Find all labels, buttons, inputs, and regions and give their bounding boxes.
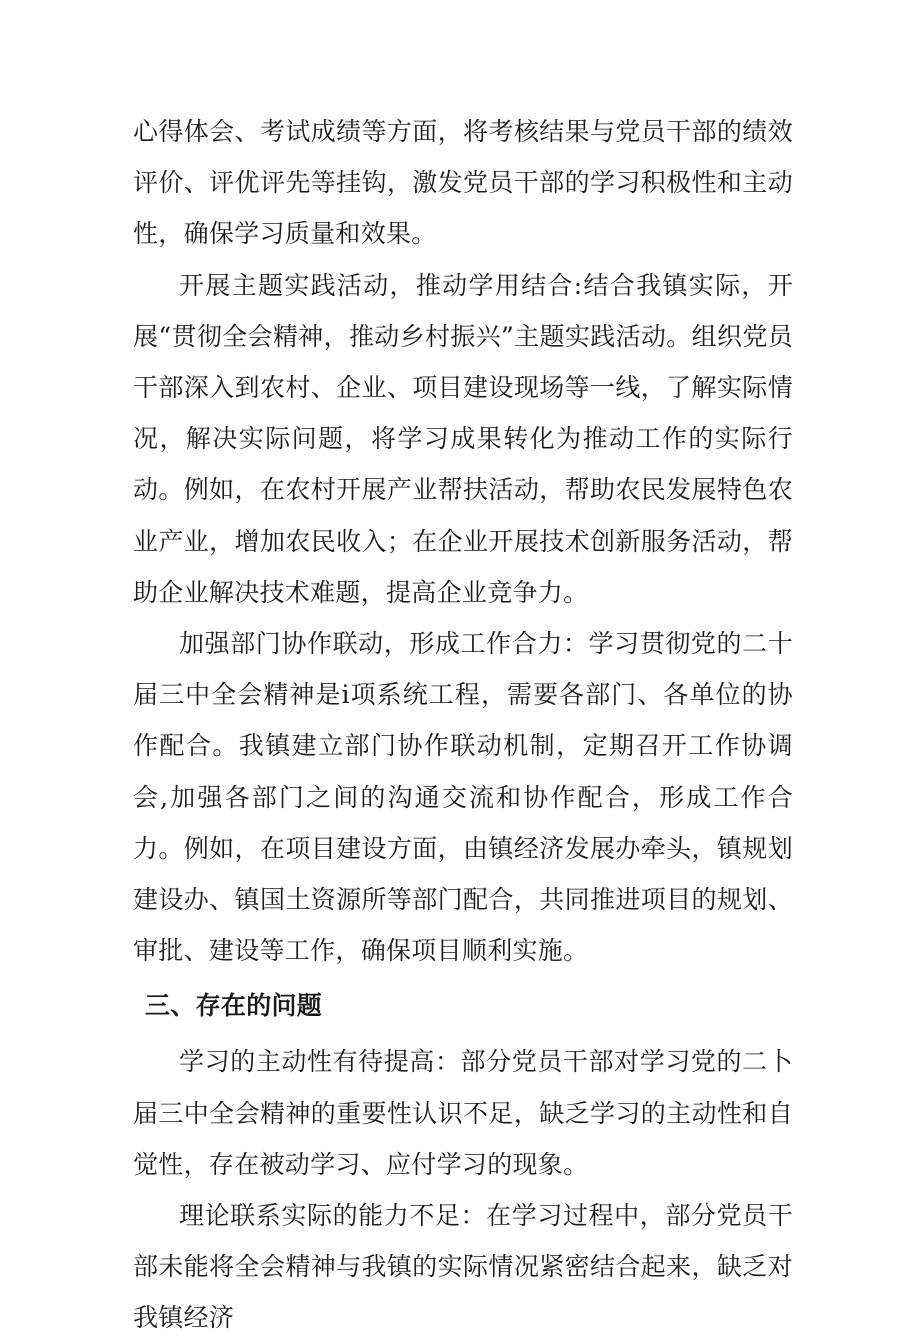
section-heading-existing-problems: 三、存在的问题	[145, 991, 323, 1021]
paragraph-theme-practice: 开展主题实践活动，推动学用结合:结合我镇实际，开展“贯彻全会精神，推动乡村振兴”主题实践活动。组织党员干部深入到农村、企业、项目建设现场等一线，了解实际情况，解决实际问题，将学习成果转化为推动工作的实际行动。例如，在农村开展产业帮扶活动，帮助农民发展特色农业产业，增加农民收入；在企业开展技术创新服务活动，帮助企业解决技术难题，提高企业竞争力。	[133, 270, 793, 607]
paragraph-department-coordination: 加强部门协作联动，形成工作合力：学习贯彻党的二十届三中全会精神是i项系统工程，需要各部门、各单位的协作配合。我镇建立部门协作联动机制，定期召开工作协调会,加强各部门之间的沟通交流和协作配合，形成工作合力。例如，在项目建设方面，由镇经济发展办牵头，镇规划建设办、镇国土资源所等部门配合，共同推进项目的规划、审批、建设等工作，确保项目顺利实施。	[133, 629, 793, 966]
paragraph-assessment-continuation: 心得体会、考试成绩等方面，将考核结果与党员干部的绩效评价、评优评先等挂钩，激发党员干部的学习积极性和主动性，确保学习质量和效果。	[133, 117, 793, 249]
paragraph-theory-practice: 理论联系实际的能力不足：在学习过程中，部分党员干部未能将全会精神与我镇的实际情况紧密结合起来，缺乏对我镇经济	[133, 1201, 793, 1333]
paragraph-learning-initiative: 学习的主动性有待提高：部分党员干部对学习党的二卜届三中全会精神的重要性认识不足，缺乏学习的主动性和自觉性，存在被动学习、应付学习的现象。	[133, 1047, 793, 1179]
document-body	[133, 106, 793, 1344]
